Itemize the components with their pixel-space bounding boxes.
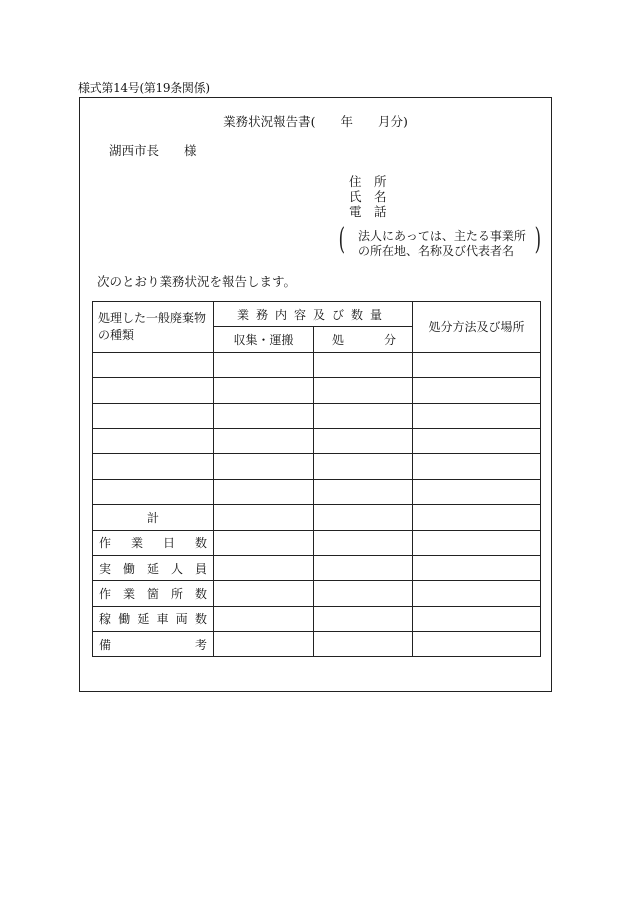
summary-label-char: 業 — [122, 586, 135, 601]
summary-collection-cell[interactable] — [214, 581, 314, 606]
header-method: 処分方法及び場所 — [413, 302, 541, 353]
summary-label-char: 箇 — [146, 586, 159, 601]
corporate-note-line2: の所在地、名称及び代表者名 — [358, 244, 515, 258]
report-table — [92, 301, 541, 657]
phone-label: 電 話 — [349, 204, 387, 219]
summary-row — [93, 606, 541, 631]
summary-label-char: 作 — [99, 586, 112, 601]
collection-cell[interactable] — [214, 378, 314, 403]
disposal-cell[interactable] — [314, 403, 413, 428]
summary-label-char: 数 — [194, 536, 207, 551]
right-bracket: ) — [534, 222, 542, 257]
summary-method-cell[interactable] — [413, 606, 541, 631]
summary-label-char: 両 — [175, 612, 188, 627]
header-disposal-char-b: 分 — [383, 333, 396, 348]
summary-disposal-cell[interactable] — [314, 632, 413, 657]
header-waste-line1: 処理した一般廃棄物 — [98, 310, 207, 325]
method-cell[interactable] — [413, 428, 541, 453]
form-number: 様式第14号(第19条関係) — [78, 81, 210, 95]
summary-label-char: 車 — [156, 612, 169, 627]
address-label: 住 所 — [349, 174, 387, 189]
waste-type-cell[interactable] — [93, 479, 214, 504]
total-method-cell[interactable] — [413, 505, 541, 530]
name-label: 氏 名 — [349, 189, 387, 204]
summary-row-label — [93, 555, 214, 580]
summary-collection-cell[interactable] — [214, 606, 314, 631]
method-cell[interactable] — [413, 403, 541, 428]
entry-row — [93, 428, 541, 453]
summary-label-char: 延 — [137, 612, 150, 627]
method-cell[interactable] — [413, 454, 541, 479]
summary-label-char: 実 — [99, 561, 112, 576]
total-disposal-cell[interactable] — [314, 505, 413, 530]
header-disposal-char-a: 処 — [332, 333, 345, 348]
header-disposal — [314, 327, 413, 352]
collection-cell[interactable] — [214, 352, 314, 377]
summary-disposal-cell[interactable] — [314, 555, 413, 580]
report-title: 業務状況報告書( 年 月分) — [223, 114, 408, 129]
summary-rows — [93, 530, 541, 657]
collection-cell[interactable] — [214, 454, 314, 479]
summary-collection-cell[interactable] — [214, 555, 314, 580]
summary-label-char: 日 — [162, 536, 175, 551]
header-waste-type — [93, 302, 214, 353]
summary-disposal-cell[interactable] — [314, 581, 413, 606]
summary-label-char: 数 — [194, 612, 207, 627]
addressee: 湖西市長 様 — [109, 143, 197, 158]
method-cell[interactable] — [413, 352, 541, 377]
collection-cell[interactable] — [214, 403, 314, 428]
disposal-cell[interactable] — [314, 428, 413, 453]
summary-label-char: 稼 — [99, 612, 112, 627]
summary-row — [93, 581, 541, 606]
disposal-cell[interactable] — [314, 378, 413, 403]
collection-cell[interactable] — [214, 479, 314, 504]
summary-label-char: 考 — [194, 637, 207, 652]
disposal-cell[interactable] — [314, 352, 413, 377]
waste-type-cell[interactable] — [93, 352, 214, 377]
header-waste-line2: の種類 — [98, 327, 135, 342]
corporate-note — [338, 222, 542, 258]
summary-method-cell[interactable] — [413, 555, 541, 580]
entry-row — [93, 378, 541, 403]
summary-label-char: 所 — [170, 586, 183, 601]
summary-label-char: 働 — [122, 561, 135, 576]
summary-disposal-cell[interactable] — [314, 606, 413, 631]
summary-collection-cell[interactable] — [214, 530, 314, 555]
waste-type-cell[interactable] — [93, 378, 214, 403]
entry-row — [93, 403, 541, 428]
entry-rows — [93, 352, 541, 504]
corporate-note-line1: 法人にあっては、主たる事業所 — [358, 229, 526, 243]
summary-method-cell[interactable] — [413, 581, 541, 606]
intro-text: 次のとおり業務状況を報告します。 — [97, 274, 297, 289]
summary-method-cell[interactable] — [413, 632, 541, 657]
disposal-cell[interactable] — [314, 454, 413, 479]
collection-cell[interactable] — [214, 428, 314, 453]
summary-row-label — [93, 530, 214, 555]
summary-row-label — [93, 606, 214, 631]
disposal-cell[interactable] — [314, 479, 413, 504]
method-cell[interactable] — [413, 479, 541, 504]
summary-row — [93, 632, 541, 657]
summary-label-char: 備 — [99, 637, 112, 652]
summary-row — [93, 530, 541, 555]
entry-row — [93, 352, 541, 377]
total-label: 計 — [93, 505, 214, 530]
summary-label-char: 働 — [118, 612, 131, 627]
total-collection-cell[interactable] — [214, 505, 314, 530]
entry-row — [93, 454, 541, 479]
entry-row — [93, 479, 541, 504]
left-bracket: ( — [338, 222, 346, 257]
summary-row-label — [93, 581, 214, 606]
header-business: 業務内容及び数量 — [214, 302, 413, 327]
summary-row — [93, 555, 541, 580]
summary-method-cell[interactable] — [413, 530, 541, 555]
summary-label-char: 員 — [194, 561, 207, 576]
waste-type-cell[interactable] — [93, 403, 214, 428]
summary-label-char: 人 — [170, 561, 183, 576]
summary-collection-cell[interactable] — [214, 632, 314, 657]
summary-label-char: 業 — [130, 536, 143, 551]
summary-label-char: 延 — [146, 561, 159, 576]
summary-row-label — [93, 632, 214, 657]
summary-label-char: 作 — [99, 536, 112, 551]
summary-disposal-cell[interactable] — [314, 530, 413, 555]
summary-label-char: 数 — [194, 586, 207, 601]
method-cell[interactable] — [413, 378, 541, 403]
waste-type-cell[interactable] — [93, 428, 214, 453]
header-collection: 収集・運搬 — [214, 327, 314, 352]
waste-type-cell[interactable] — [93, 454, 214, 479]
